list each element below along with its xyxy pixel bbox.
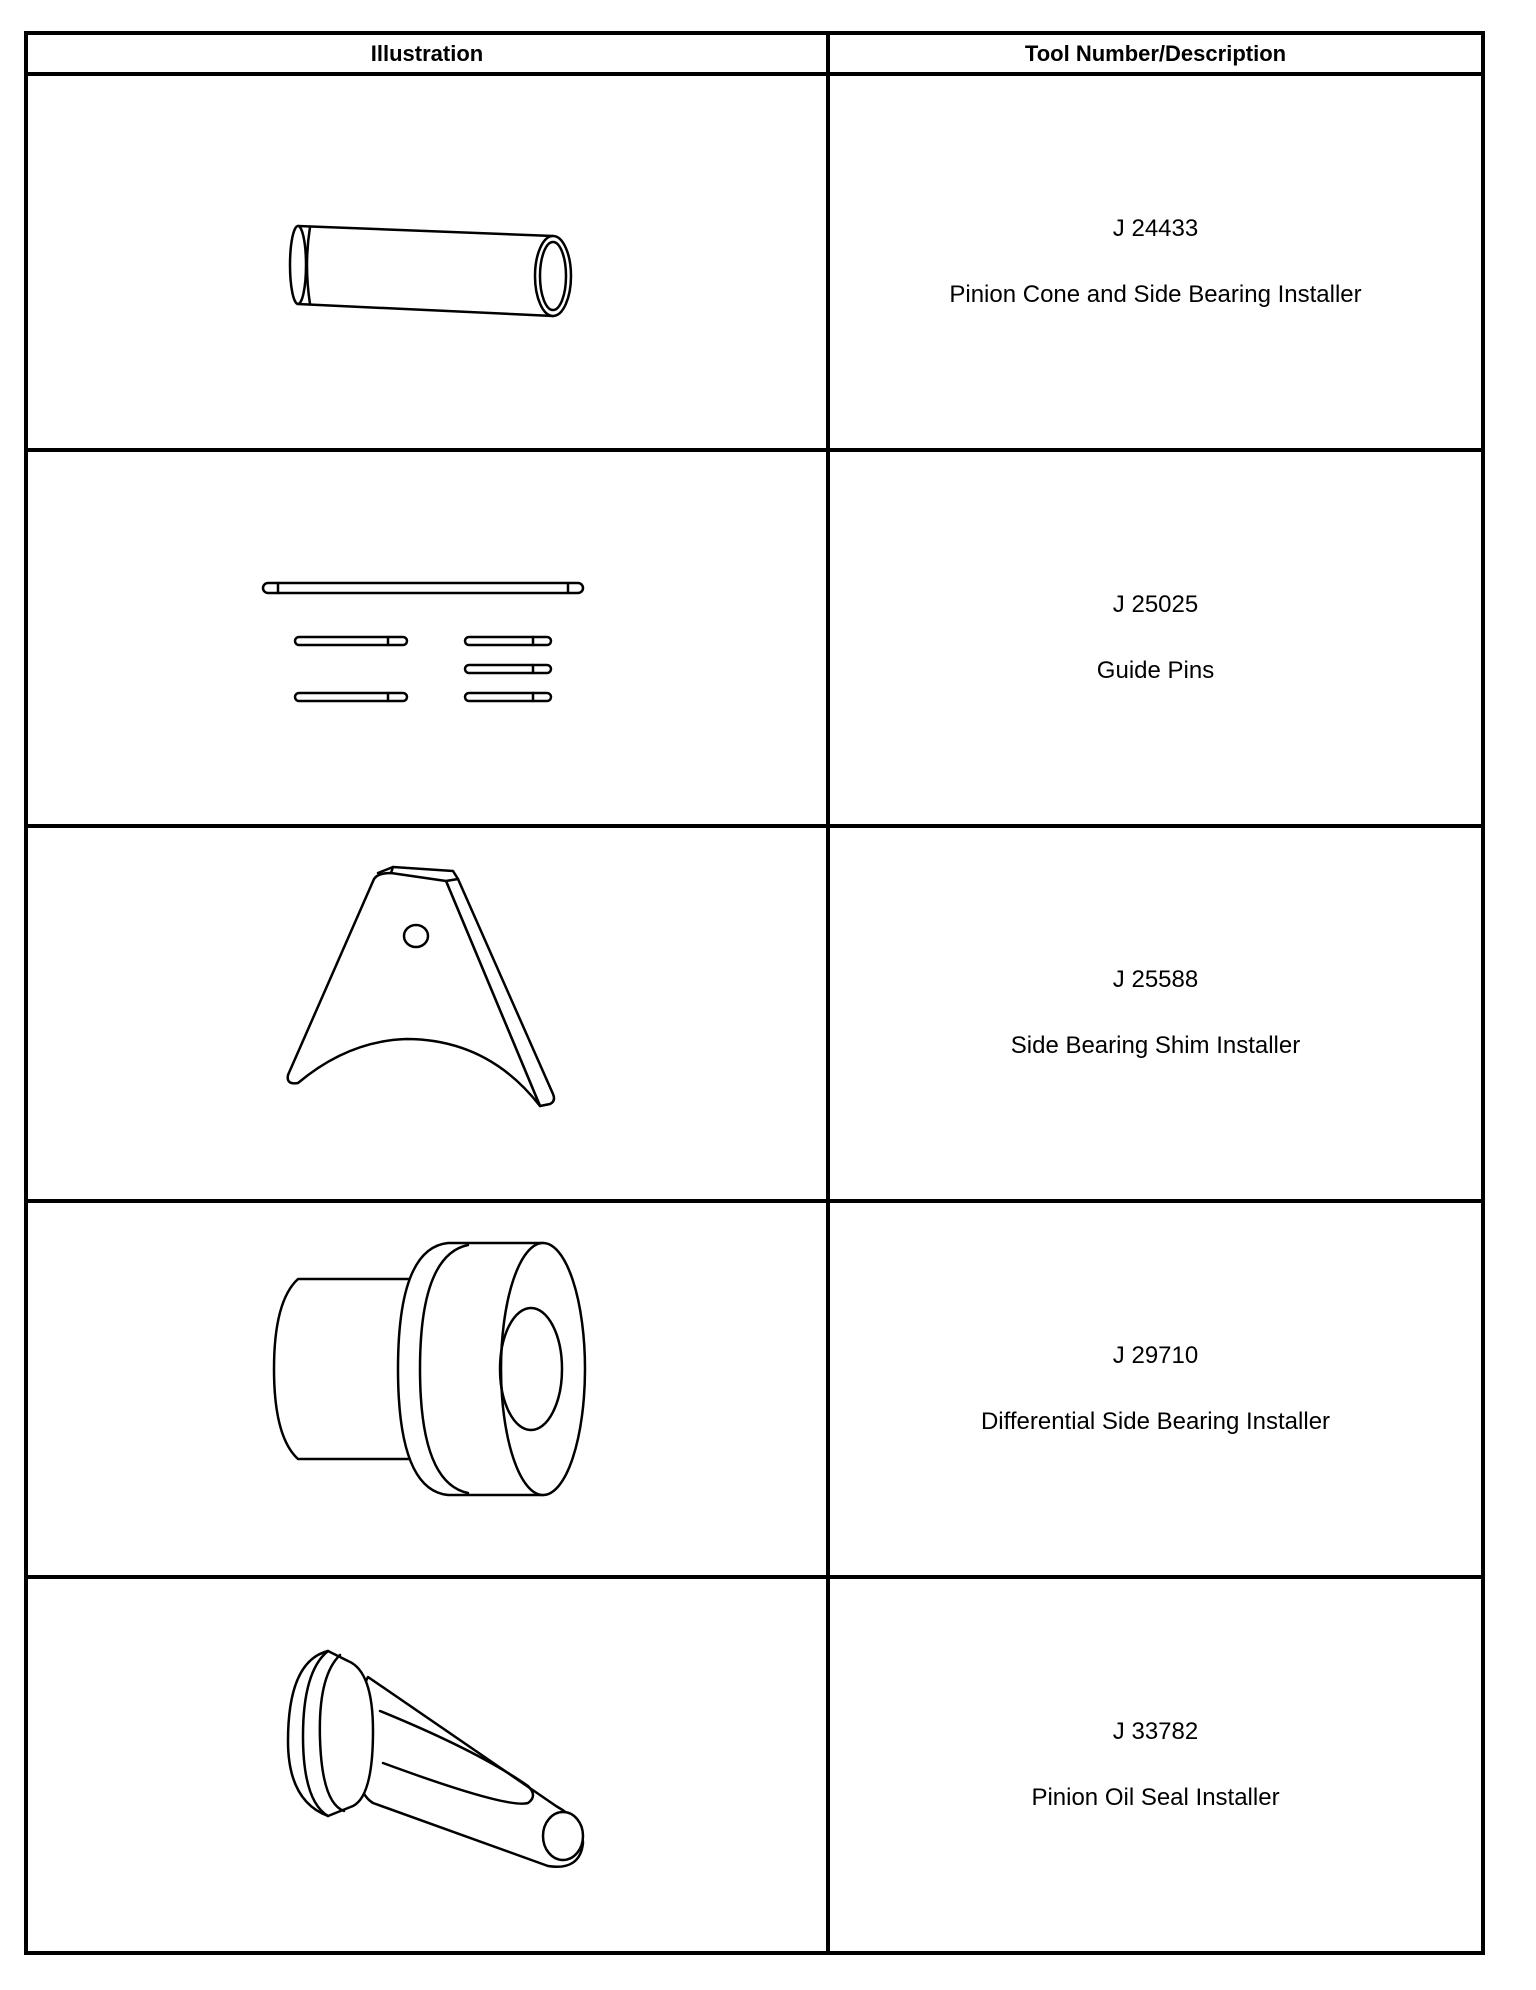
tool-number: J 24433	[1112, 214, 1199, 242]
tool-number: J 25025	[1112, 590, 1199, 618]
table-row	[26, 1201, 1483, 1577]
table-row	[26, 826, 1483, 1202]
tool-description-cell	[828, 1577, 1483, 1953]
tool-description-cell	[828, 450, 1483, 826]
guide-pins-icon	[28, 453, 830, 822]
tool-description: Pinion Cone and Side Bearing Installer	[949, 280, 1362, 308]
illustration-cell	[26, 74, 828, 450]
tool-number: J 29710	[1112, 1342, 1199, 1370]
tool-description-cell	[828, 74, 1483, 450]
tool-description: Pinion Oil Seal Installer	[1031, 1784, 1280, 1812]
illustration-cell	[26, 450, 828, 826]
tool-description: Side Bearing Shim Installer	[1010, 1032, 1301, 1060]
tube-installer-icon	[28, 77, 830, 446]
tool-description-cell	[828, 826, 1483, 1202]
header-tool-number-description: Tool Number/Description	[828, 33, 1483, 74]
illustration-cell	[26, 1577, 828, 1953]
table-row	[26, 450, 1483, 826]
table-row	[26, 1577, 1483, 1953]
illustration-cell	[26, 826, 828, 1202]
header-row	[26, 33, 1483, 74]
tool-description: Guide Pins	[1096, 656, 1215, 684]
tool-description: Differential Side Bearing Installer	[980, 1408, 1331, 1436]
tool-number: J 33782	[1112, 1718, 1199, 1746]
shim-installer-icon	[28, 829, 830, 1198]
table-row	[26, 74, 1483, 450]
tool-number: J 25588	[1112, 966, 1199, 994]
tool-table	[24, 31, 1485, 1955]
illustration-cell	[26, 1201, 828, 1577]
bearing-installer-icon	[28, 1205, 830, 1574]
seal-installer-icon	[28, 1581, 830, 1950]
tool-description-cell	[828, 1201, 1483, 1577]
header-illustration: Illustration	[26, 33, 828, 74]
